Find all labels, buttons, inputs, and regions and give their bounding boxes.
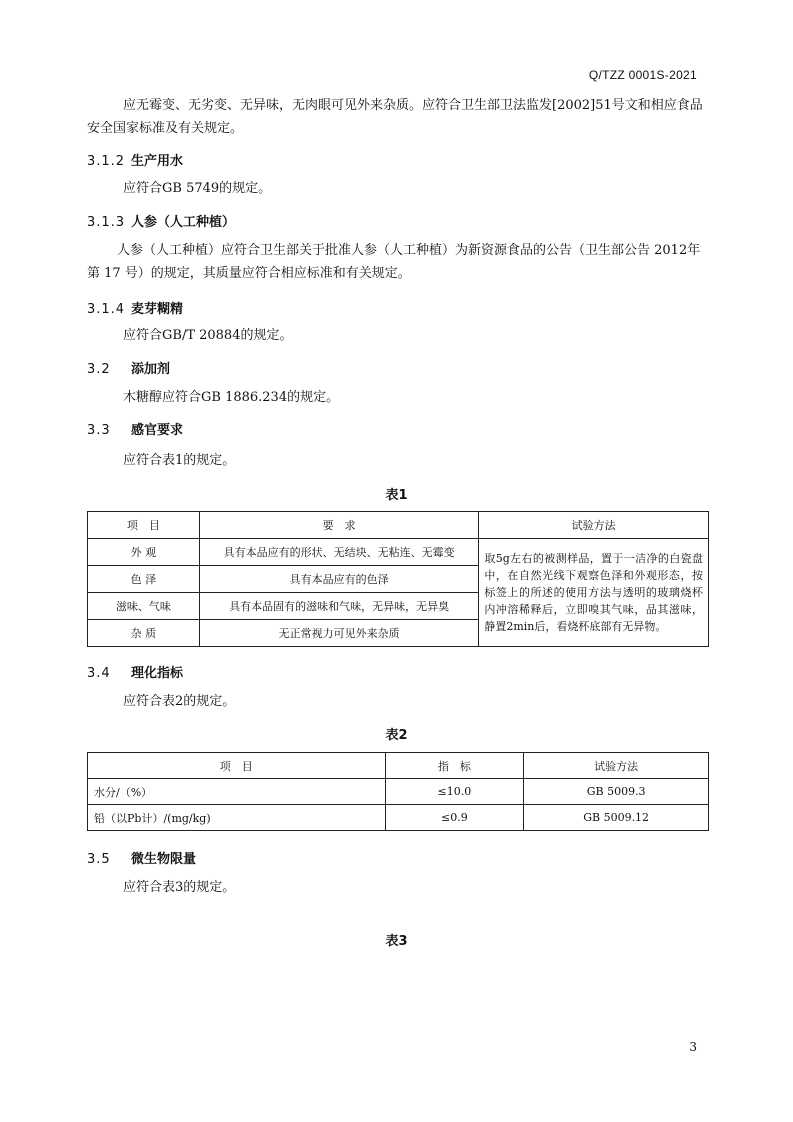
table-header-method: 试验方法 — [479, 512, 709, 539]
section-heading-3-1-3 — [87, 211, 235, 230]
section-number: 3.1.4 — [87, 302, 126, 317]
table-header-row — [88, 753, 709, 779]
section-title: 理化指标 — [131, 666, 184, 681]
row-indicator: ≤0.9 — [385, 805, 524, 831]
section-heading-3-2 — [87, 358, 170, 377]
section-title: 微生物限量 — [131, 852, 197, 867]
row-item: 外 观 — [88, 539, 200, 566]
table-row — [88, 779, 709, 805]
section-heading-3-1-2 — [87, 150, 183, 169]
intro-paragraph: 应无霉变、无劣变、无异味，无肉眼可见外来杂质。应符合卫生部卫法监发[2002]51号文和相应食品安全国家标准及有关规定。 — [87, 98, 703, 136]
row-item: 色 泽 — [88, 566, 200, 593]
section-heading-3-4 — [87, 662, 183, 681]
row-indicator: ≤10.0 — [385, 779, 524, 805]
table-row — [88, 805, 709, 831]
section-body-3-3: 应符合表1的规定。 — [123, 453, 236, 468]
section-number: 3.2 — [87, 362, 111, 377]
table1-caption: 表1 — [385, 488, 408, 503]
table2-caption: 表2 — [385, 728, 408, 743]
row-method: GB 5009.12 — [524, 805, 709, 831]
page-number: 3 — [689, 1040, 697, 1054]
table-header-requirement: 要 求 — [199, 512, 479, 539]
row-item: 杂 质 — [88, 620, 200, 647]
row-item: 铅（以Pb计）/(mg/kg) — [88, 805, 386, 831]
table-header-row — [88, 512, 709, 539]
table3-caption: 表3 — [385, 934, 408, 949]
table-header-item: 项 目 — [88, 512, 200, 539]
section-number: 3.5 — [87, 852, 111, 867]
section-title: 人参（人工种植） — [131, 215, 236, 230]
table-header-indicator: 指 标 — [385, 753, 524, 779]
row-requirement: 具有本品应有的形状、无结块、无粘连、无霉变 — [199, 539, 479, 566]
section-number: 3.4 — [87, 666, 111, 681]
section-number: 3.1.3 — [87, 215, 126, 230]
document-code: Q/TZZ 0001S-2021 — [588, 68, 697, 82]
row-requirement: 具有本品固有的滋味和气味，无异味，无异臭 — [199, 593, 479, 620]
section-title: 麦芽糊精 — [131, 302, 184, 317]
table-header-item: 项 目 — [88, 753, 386, 779]
section-heading-3-3 — [87, 419, 183, 438]
section-body-3-5: 应符合表3的规定。 — [123, 880, 236, 895]
table1-sensory-requirements — [87, 511, 709, 647]
section-heading-3-1-4 — [87, 298, 183, 317]
section-title: 生产用水 — [131, 154, 184, 169]
row-requirement: 无正常视力可见外来杂质 — [199, 620, 479, 647]
table-header-method: 试验方法 — [524, 753, 709, 779]
test-method-cell: 取5g左右的被测样品，置于一洁净的白瓷盘中，在自然光线下观察色泽和外观形态，按标签上的所述的使用方法与透明的玻璃烧杯内冲溶稀释后，立即嗅其气味，品其滋味，静置2min后，看烧杯底部有无异物。 — [479, 539, 709, 647]
section-body-3-1-2: 应符合GB 5749的规定。 — [123, 181, 272, 196]
section-title: 添加剂 — [131, 362, 171, 377]
section-body-3-1-4: 应符合GB/T 20884的规定。 — [123, 328, 293, 343]
row-requirement: 具有本品应有的色泽 — [199, 566, 479, 593]
section-body-3-1-3: 人参（人工种植）应符合卫生部关于批准人参（人工种植）为新资源食品的公告（卫生部公告 2012年第 17 号）的规定，其质量应符合相应标准和有关规定。 — [87, 243, 701, 281]
section-number: 3.1.2 — [87, 154, 126, 169]
row-item: 水分/（%） — [88, 779, 386, 805]
section-title: 感官要求 — [131, 423, 184, 438]
section-body-3-2: 木糖醇应符合GB 1886.234的规定。 — [123, 390, 340, 405]
table-row — [88, 539, 709, 566]
row-method: GB 5009.3 — [524, 779, 709, 805]
row-item: 滋味、气味 — [88, 593, 200, 620]
section-body-3-4: 应符合表2的规定。 — [123, 694, 236, 709]
section-number: 3.3 — [87, 423, 111, 438]
section-heading-3-5 — [87, 848, 196, 867]
table2-physicochemical-indicators — [87, 752, 709, 831]
